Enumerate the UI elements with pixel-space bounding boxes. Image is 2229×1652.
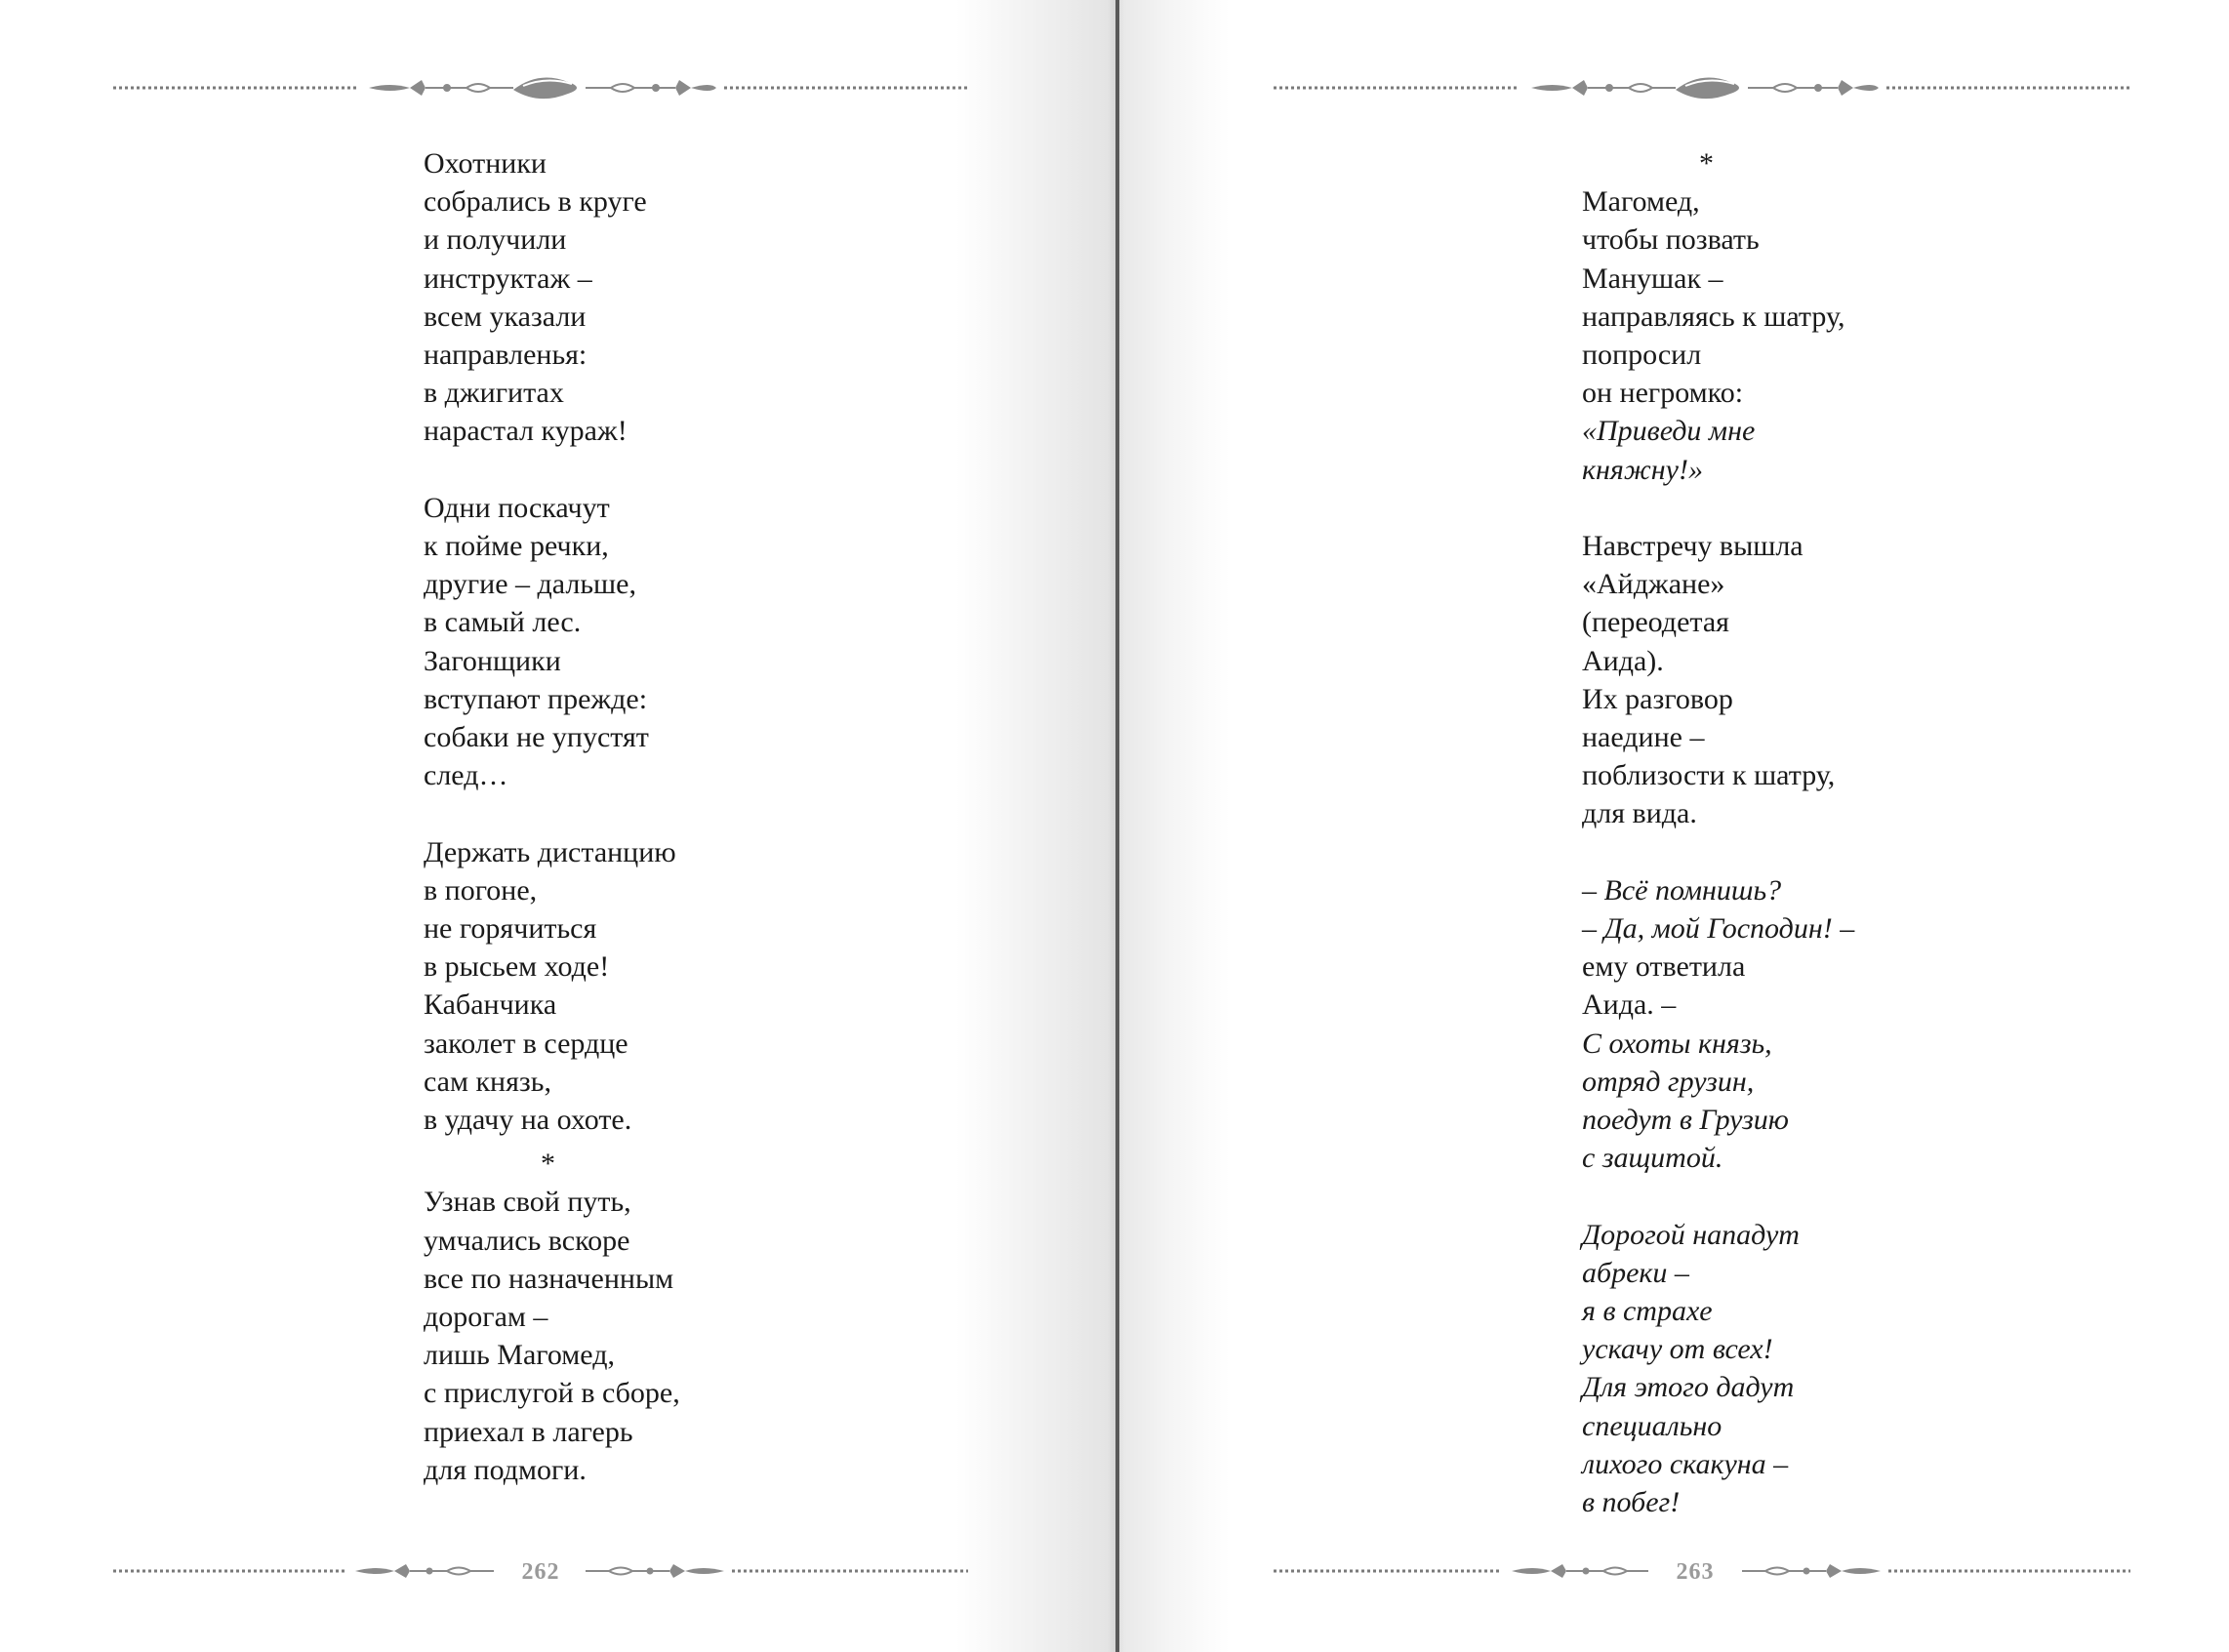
verse-line: Манушак –: [1582, 262, 1723, 295]
footer-flourish-right: [1742, 1564, 1881, 1578]
header-ornament: [1119, 68, 2229, 107]
verse-line: для вида.: [1582, 797, 1697, 830]
verse-line: дорогам –: [424, 1301, 548, 1334]
verse-line: другие – дальше,: [424, 568, 636, 601]
verse-line: попросил: [1582, 339, 1702, 372]
left-verse: [424, 144, 680, 1489]
footer-flourish-left: [355, 1564, 494, 1578]
verse-line: все по назначенным: [424, 1262, 674, 1295]
verse-line: он негромко:: [1582, 377, 1744, 410]
verse-line: – Всё помнишь?: [1582, 873, 1782, 907]
verse-line: Охотники: [424, 147, 547, 180]
verse-line: наедине –: [1582, 721, 1705, 754]
verse-line: Одни поскачут: [424, 491, 610, 524]
verse-line: абреки –: [1582, 1256, 1689, 1289]
verse-line: поедут в Грузию: [1582, 1104, 1789, 1137]
verse-line: Их разговор: [1582, 682, 1733, 715]
verse-line: ускачу от всех!: [1582, 1333, 1773, 1366]
verse-line: умчались вскоре: [424, 1224, 630, 1257]
verse-line: Навстречу вышла: [1582, 530, 1803, 563]
right-verse: [1582, 144, 1854, 1521]
verse-line: с прислугой в сборе,: [424, 1377, 680, 1410]
verse-line: не горячиться: [424, 912, 597, 946]
verse-line: инструктаж –: [424, 262, 592, 295]
right-page: [1119, 0, 2229, 1652]
verse-line: я в страхе: [1582, 1295, 1713, 1328]
verse-line: приехал в лагерь: [424, 1415, 633, 1448]
verse-line: Кабанчика: [424, 988, 557, 1022]
verse-line: «Айджане»: [1582, 568, 1725, 601]
verse-line: специально: [1582, 1409, 1722, 1442]
verse-line: отряд грузин,: [1582, 1065, 1755, 1098]
verse-line: Узнав свой путь,: [424, 1186, 631, 1219]
verse-line: направляясь к шатру,: [1582, 300, 1845, 333]
verse-line: для подмоги.: [424, 1453, 587, 1486]
verse-line: след…: [424, 759, 508, 792]
verse-line: Аида. –: [1582, 988, 1677, 1022]
verse-line: и получили: [424, 223, 567, 257]
verse-line: лишь Магомед,: [424, 1339, 615, 1372]
verse-line: заколет в сердце: [424, 1027, 628, 1060]
stanza-gap: [1582, 1177, 1854, 1215]
stanza-gap: [424, 451, 680, 489]
verse-line: Держать дистанцию: [424, 835, 676, 868]
verse-line: Загонщики: [424, 644, 561, 677]
verse-line: с защитой.: [1582, 1142, 1723, 1175]
section-asterisk: *: [1699, 147, 1714, 180]
stanza-gap: [1582, 833, 1854, 871]
verse-line: ему ответила: [1582, 950, 1746, 984]
verse-line: собрались в круге: [424, 185, 647, 219]
verse-line: вступают прежде:: [424, 682, 648, 715]
verse-line: поблизости к шатру,: [1582, 759, 1836, 792]
page-number-right: 263: [1676, 1559, 1715, 1585]
verse-line: чтобы позвать: [1582, 223, 1760, 257]
verse-line: лихого скакуна –: [1582, 1447, 1789, 1480]
header-flourish: [1531, 78, 1879, 100]
verse-line: Для этого дадут: [1582, 1371, 1795, 1404]
verse-line: «Приведи мне: [1582, 415, 1756, 448]
stanza-gap: [1582, 489, 1854, 527]
verse-line: в рысьем ходе!: [424, 950, 610, 984]
verse-line: – Да, мой Господин! –: [1582, 912, 1855, 946]
verse-line: Магомед,: [1582, 185, 1700, 219]
header-ornament: [0, 68, 1114, 107]
verse-line: нарастал кураж!: [424, 415, 628, 448]
verse-line: направленья:: [424, 339, 588, 372]
footer-flourish-left: [1512, 1564, 1648, 1578]
page-number-left: 262: [521, 1559, 560, 1585]
verse-line: в самый лес.: [424, 606, 582, 639]
verse-line: в погоне,: [424, 873, 538, 907]
verse-line: в удачу на охоте.: [424, 1104, 632, 1137]
stanza-gap: [424, 794, 680, 832]
verse-line: Дорогой нападут: [1582, 1218, 1800, 1251]
verse-line: сам князь,: [424, 1065, 551, 1098]
verse-line: княжну!»: [1582, 453, 1703, 486]
left-page: [0, 0, 1114, 1652]
verse-line: в джигитах: [424, 377, 564, 410]
footer-flourish-right: [586, 1564, 724, 1578]
header-flourish: [369, 78, 716, 100]
verse-line: к пойме речки,: [424, 530, 609, 563]
section-asterisk: *: [541, 1148, 555, 1181]
verse-line: С охоты князь,: [1582, 1027, 1772, 1060]
verse-line: (переодетая: [1582, 606, 1729, 639]
verse-line: Аида).: [1582, 644, 1664, 677]
verse-line: в побег!: [1582, 1486, 1681, 1519]
verse-line: всем указали: [424, 300, 587, 333]
verse-line: собаки не упустят: [424, 721, 649, 754]
